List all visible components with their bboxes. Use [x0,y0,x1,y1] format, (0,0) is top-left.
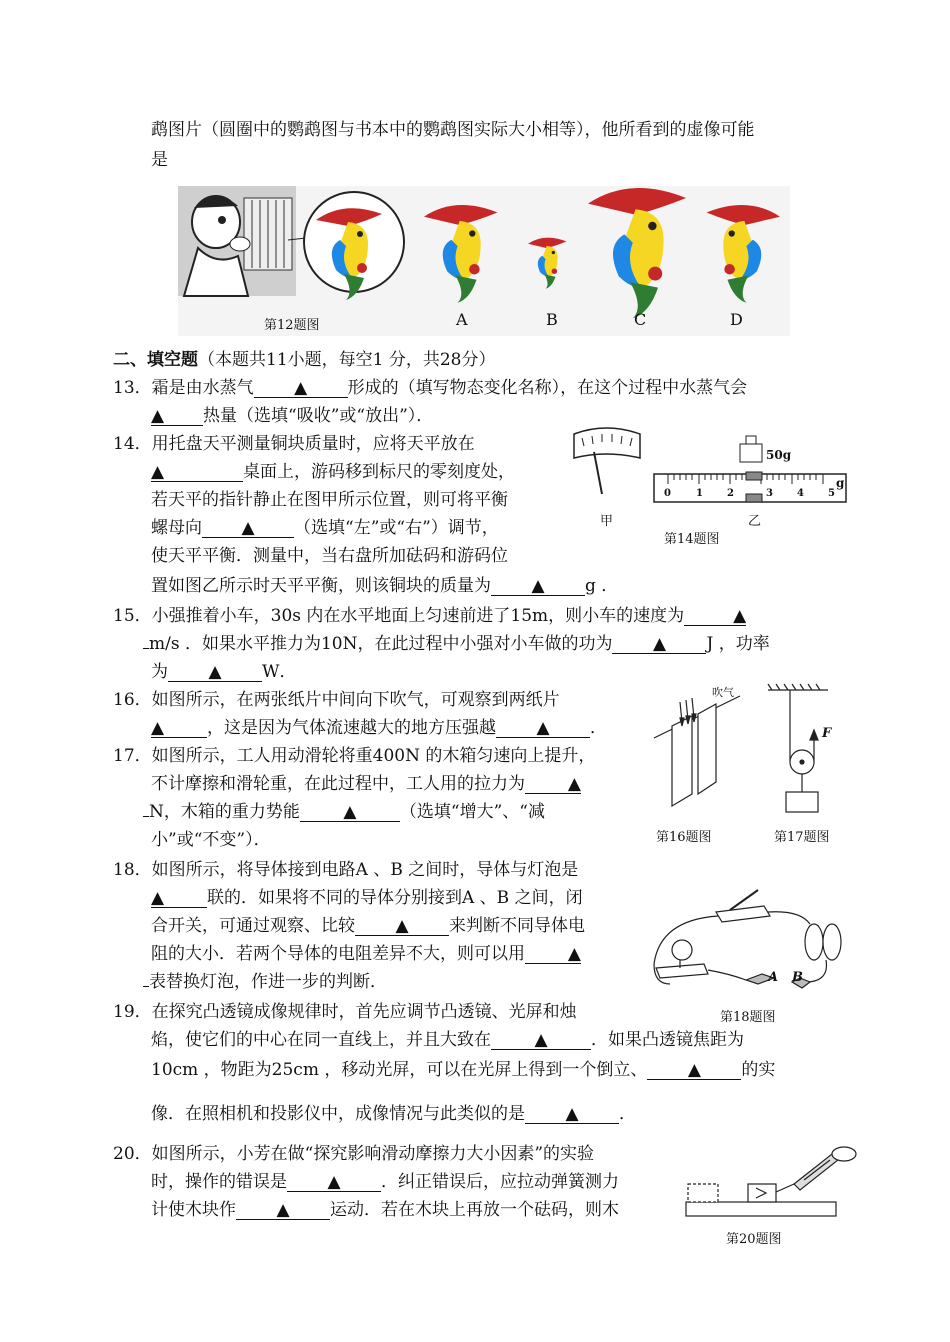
q16-number: 16． [113,690,152,710]
q12-text-line1: 鹉图片（圆圈中的鹦鹉图与书本中的鹦鹉图实际大小相等），他所看到的虚像可能 [151,120,755,140]
q19-text: 像．在照相机和投影仪中，成像情况与此类似的是 [151,1104,525,1124]
q14-text: 置如图乙所示时天平平衡，则该铜块的质量为 [151,576,491,596]
q19-text: ． [619,1104,636,1124]
q18-label-b: B [792,970,803,985]
q12-figure [178,186,790,336]
q14-tick-4: 4 [797,488,804,499]
q18-blank-1[interactable]: ▲ [151,889,207,908]
q19-blank-2[interactable]: ▲ [647,1061,741,1080]
q15-text: 为 [151,662,168,682]
q20-text: 如图所示，小芳在做“探究影响滑动摩擦力大小因素”的实验 [151,1144,595,1164]
q14-blank-2[interactable]: ▲ [202,519,294,538]
q14-line3: 若天平的指针静止在图甲所示位置，则可将平衡 [151,490,508,510]
q17-number: 17． [113,746,152,766]
q14-line6 [151,576,618,596]
q17-blank-1[interactable]: ▲ [525,775,581,794]
q13-blank-1[interactable]: ▲ [254,379,348,398]
q20-line1 [113,1144,594,1164]
q19-text: 10cm ，物距为25cm ，移动光屏，可以在光屏上得到一个倒立、 [151,1060,648,1080]
balance-scale-dial [574,428,640,458]
q19-line4 [151,1104,636,1124]
q20-text: 计使木块作 [151,1200,236,1220]
q15-text: J ，功率 [706,634,770,654]
pulley-illustration [768,684,828,812]
q16-text: ． [590,718,607,738]
q19-text: 的实 [741,1060,776,1080]
q17-force-label: F [822,726,832,741]
q19-text: 焰，使它们的中心在同一直线上，并且大致在 [151,1030,491,1050]
q17-line3 [143,802,545,822]
q15-line3 [151,662,296,682]
rider-bottom [746,494,762,502]
battery-2 [823,924,841,960]
parrot-option-b [528,238,567,289]
q19-text: 在探究凸透镜成像规律时，首先应调节凸透镜、光屏和烛 [151,1002,577,1022]
q14-tick-1: 1 [696,488,703,499]
q14-fig-jia: 甲 [600,514,614,529]
q19-text: ．如果凸透镜焦距为 [591,1030,744,1050]
q14-text: 用托盘天平测量铜块质量时，应将天平放在 [151,434,475,454]
section-title: 二、填空题 [113,350,198,370]
lamp-bulb [672,940,692,960]
parrot-option-c [588,188,686,318]
q17-line4: 小”或“不变”）． [151,830,271,850]
q17-text: N，木箱的重力势能 [149,802,300,822]
q14-number: 14． [113,434,152,454]
q14-line2 [151,462,515,482]
q20-text: 时，操作的错误是 [151,1172,287,1192]
lamp-base [656,964,708,978]
q12-option-b-label: B [546,310,558,329]
q14-text: （选填“左”或“右”）调节， [294,518,499,538]
q17-line2 [151,774,581,794]
q18-blank-3[interactable]: ▲ [525,945,581,964]
q15-blank-3[interactable]: ▲ [168,663,262,682]
q18-blank-2[interactable]: ▲ [355,917,449,936]
q13-text: 形成的（填写物态变化名称），在这个过程中水蒸气会 [347,378,748,398]
q19-line1 [113,1002,577,1022]
q17-text: 如图所示，工人用动滑轮将重400N 的木箱匀速向上提升， [151,746,596,766]
parrot-option-a [424,205,498,303]
q14-blank-1[interactable]: ▲ [151,463,243,482]
q15-line2 [143,634,770,654]
q14-line4 [151,518,499,538]
rider-top [746,472,762,480]
switch-base [716,906,770,922]
q14-unit: g [836,476,845,490]
paper-sheets-illustration [654,696,740,806]
q18-line2 [151,888,583,908]
hand [832,1147,856,1161]
q20-friction-drawing [684,1144,858,1224]
q18-circuit-drawing [650,884,850,1024]
q12-figure-caption: 第12题图 [264,318,320,333]
q19-line3 [151,1060,775,1080]
q18-line1 [113,860,578,880]
q17-figure-caption: 第17题图 [774,830,830,845]
q20-line3 [151,1200,619,1220]
section-note: （本题共11小题，每空1 分，共28分） [198,350,496,370]
q20-text: 运动．若在木块上再放一个砝码，则木 [330,1200,619,1220]
q16-blow-label: 吹气 [712,686,734,699]
q15-blank-2[interactable]: ▲ [612,635,706,654]
q16-blank-2[interactable]: ▲ [496,719,590,738]
parrot-option-d [707,205,781,303]
q14-text: 桌面上，游码移到标尺的零刻度处， [243,462,515,482]
q18-line5 [143,972,387,992]
q13-line2 [151,406,433,426]
section-heading [113,350,495,370]
q12-option-a-label: A [456,310,468,329]
q12-text-line2: 是 [151,150,168,170]
q18-line3 [151,916,585,936]
q12-option-d-label: D [730,310,743,329]
q18-line4 [151,944,581,964]
q13-number: 13． [113,378,152,398]
q16-q17-figure-drawing [650,682,850,844]
q15-line1 [113,606,746,626]
q15-number: 15． [113,606,152,626]
q14-blank-3[interactable]: ▲ [491,577,585,596]
q14-fig-yi: 乙 [748,514,762,529]
q16-text: ，这是因为气体流速越大的地方压强越 [207,718,496,738]
q14-text: g ． [585,576,619,596]
q18-text: 阻的大小．若两个导体的电阻差异不大，则可以用 [151,944,525,964]
q18-figure [650,884,850,1024]
q18-text: 来判断不同导体电 [449,916,585,936]
q14-line1 [113,434,475,454]
q18-text: 联的．如果将不同的导体分别接到A 、B 之间，闭 [207,888,583,908]
q15-text: m/s ．如果水平推力为10N，在此过程中小强对小车做的功为 [149,634,613,654]
spring-scale [794,1154,838,1190]
man-with-book-illustration [178,186,296,296]
q20-blank-2[interactable]: ▲ [236,1201,330,1220]
q16-blank-1[interactable]: ▲ [151,719,207,738]
q12-option-c-label: C [634,310,647,329]
q20-line2 [151,1172,619,1192]
q14-tick-2: 2 [727,488,734,499]
q13-text: 热量（选填“吸收”或“放出”）． [203,406,434,426]
dashed-block [688,1184,718,1202]
q15-blank-1[interactable]: ▲ [684,607,746,626]
q14-figure-caption: 第14题图 [664,532,720,547]
q13-blank-2[interactable]: ▲ [151,407,203,426]
q14-tick-0: 0 [664,488,671,499]
q13-text: 霜是由水蒸气 [151,378,254,398]
q13-line1 [113,378,747,398]
q19-line2 [151,1030,744,1050]
q14-figure [568,424,850,547]
q17-text: （选填“增大”、“减 [399,802,545,822]
q20-blank-1[interactable]: ▲ [287,1173,381,1192]
q16-figure-caption: 第16题图 [656,830,712,845]
q17-blank-2[interactable]: ▲ [300,803,400,822]
q17-text: 不计摩擦和滑轮重，在此过程中，工人用的拉力为 [151,774,525,794]
wooden-block [748,1184,776,1202]
weight-50g [740,444,762,462]
q14-text: 螺母向 [151,518,202,538]
q14-tick-5: 5 [828,488,835,499]
q18-text: 表替换灯泡，作进一步的判断． [149,972,387,992]
q15-text: W． [262,662,297,682]
q14-tick-3: 3 [766,488,773,499]
q14-weight-label: 50g [766,448,792,462]
q18-figure-caption: 第18题图 [720,1010,776,1025]
q17-line1 [113,746,595,766]
q19-blank-3[interactable]: ▲ [525,1105,619,1124]
q16-line1 [113,690,560,710]
q20-text: ．纠正错误后，应拉动弹簧测力 [381,1172,619,1192]
balance-pointer [594,452,602,494]
q14-line5: 使天平平衡．测量中，当右盘所加砝码和游码位 [151,546,508,566]
q16-text: 如图所示，在两张纸片中间向下吹气，可观察到两纸片 [151,690,560,710]
q18-text: 如图所示，将导体接到电路A 、B 之间时，导体与灯泡是 [151,860,579,880]
q19-blank-1[interactable]: ▲ [491,1031,591,1050]
q18-text: 合开关，可通过观察、比较 [151,916,355,936]
q20-figure-caption: 第20题图 [726,1232,782,1247]
board [686,1202,836,1216]
battery-1 [805,924,823,960]
q15-text: 小强推着小车，30s 内在水平地面上匀速前进了15m，则小车的速度为 [151,606,685,626]
q20-figure [684,1144,858,1247]
q18-number: 18． [113,860,152,880]
q16-line2 [151,718,607,738]
q16-q17-figure [650,682,850,844]
q19-number: 19． [113,1002,152,1022]
q20-number: 20． [113,1144,152,1164]
q18-label-a: A [768,970,779,985]
